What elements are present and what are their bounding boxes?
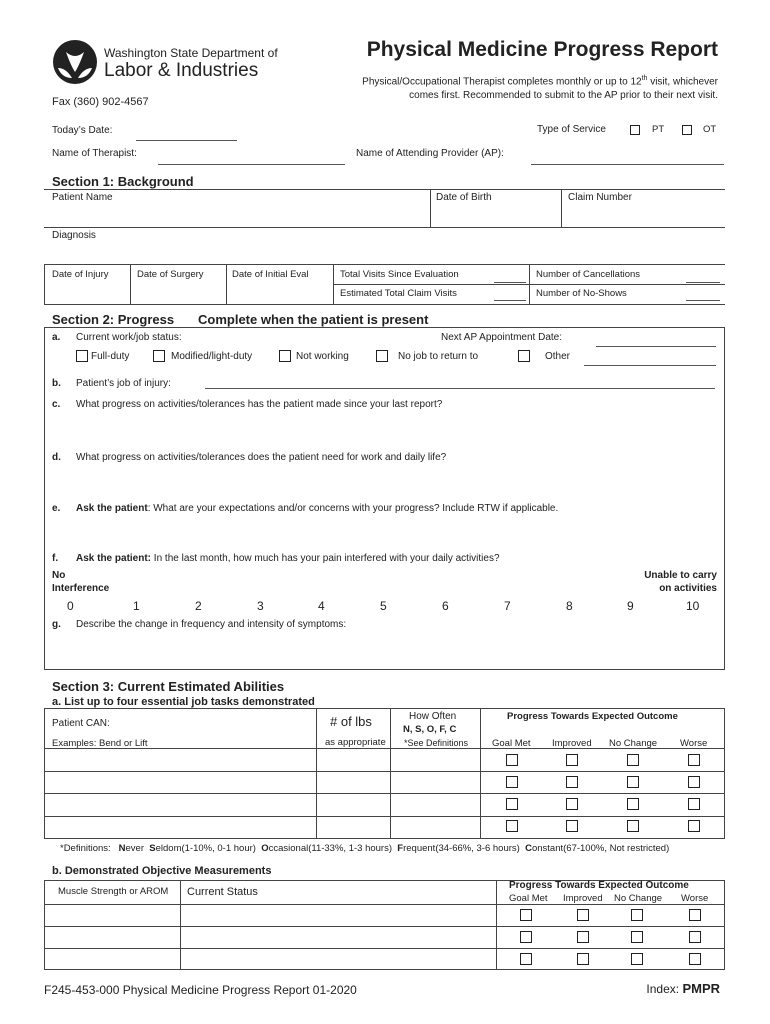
b-row1-no-change-checkbox[interactable] — [631, 909, 643, 921]
s1-rule-2 — [44, 227, 725, 228]
not-working-checkbox[interactable] — [279, 350, 291, 362]
b-row2-goal-met-checkbox[interactable] — [520, 931, 532, 943]
t3a-bottom — [44, 838, 725, 839]
no-interference-line2: Interference — [52, 583, 110, 594]
no-job-checkbox[interactable] — [376, 350, 388, 362]
therapist-label: Name of Therapist: — [52, 148, 137, 159]
section2-subtitle: Complete when the patient is present — [198, 312, 429, 327]
form-index: Index: PMPR — [646, 981, 720, 996]
todays-date-field[interactable] — [136, 140, 237, 141]
s1-rule-4 — [44, 304, 725, 305]
lbs-header: # of lbs — [330, 714, 372, 729]
t3a-v3 — [480, 708, 481, 838]
s1-vline-b — [561, 189, 562, 227]
row2-goal-met-checkbox[interactable] — [506, 776, 518, 788]
pain-scale-1[interactable]: 1 — [133, 599, 140, 613]
t3a-v4 — [724, 708, 725, 838]
t3a-v0 — [44, 708, 45, 838]
s1-vline-c — [44, 264, 45, 304]
item-g-question: Describe the change in frequency and intensity of symptoms: — [76, 619, 347, 630]
row4-no-change-checkbox[interactable] — [627, 820, 639, 832]
b-row3-improved-checkbox[interactable] — [577, 953, 589, 965]
agency-logo — [52, 38, 98, 86]
current-status-header: Current Status — [187, 886, 258, 898]
unable-line2: on activities — [659, 583, 717, 594]
agency-line1: Washington State Department of — [104, 46, 278, 60]
fax-number: Fax (360) 902-4567 — [52, 96, 149, 108]
date-of-injury-label: Date of Injury — [52, 269, 109, 280]
b-row1-worse-checkbox[interactable] — [689, 909, 701, 921]
item-g-letter: g. — [52, 619, 61, 630]
as-appropriate-hint: as appropriate — [325, 737, 386, 748]
unable-line1: Unable to carry — [644, 570, 717, 581]
next-ap-label: Next AP Appointment Date: — [441, 332, 563, 343]
progress-header-b: Progress Towards Expected Outcome — [509, 880, 689, 891]
no-interference-line1: No — [52, 570, 66, 581]
t3b-row1 — [44, 904, 725, 905]
how-often-header: How Often — [409, 711, 457, 722]
s1-rule-5 — [333, 284, 725, 285]
b-row1-goal-met-checkbox[interactable] — [520, 909, 532, 921]
item-c-question: What progress on activities/tolerances has the patient made since your last report? — [76, 399, 443, 410]
item-d-question: What progress on activities/tolerances does the patient need for work and daily life? — [76, 452, 447, 463]
other-label: Other — [545, 351, 571, 362]
full-duty-checkbox[interactable] — [76, 350, 88, 362]
row2-worse-checkbox[interactable] — [688, 776, 700, 788]
progress-header-a: Progress Towards Expected Outcome — [507, 711, 678, 722]
worse-header-a: Worse — [680, 738, 708, 749]
row2-no-change-checkbox[interactable] — [627, 776, 639, 788]
t3a-top — [44, 708, 725, 709]
estimated-visits-label: Estimated Total Claim Visits — [340, 288, 457, 299]
pain-scale-7[interactable]: 7 — [504, 599, 511, 613]
no-shows-label: Number of No-Shows — [536, 288, 627, 299]
next-ap-field[interactable] — [596, 346, 716, 347]
t3a-row3 — [44, 793, 725, 794]
worse-header-b: Worse — [681, 893, 709, 904]
pain-scale-2[interactable]: 2 — [195, 599, 202, 613]
row4-improved-checkbox[interactable] — [566, 820, 578, 832]
type-of-service-label: Type of Service — [537, 124, 606, 135]
dob-label: Date of Birth — [436, 192, 492, 203]
b-row2-improved-checkbox[interactable] — [577, 931, 589, 943]
cancellations-label: Number of Cancellations — [536, 269, 641, 280]
pain-scale-8[interactable]: 8 — [566, 599, 573, 613]
item-a-letter: a. — [52, 332, 61, 343]
row3-no-change-checkbox[interactable] — [627, 798, 639, 810]
claim-number-label: Claim Number — [568, 192, 632, 203]
row1-improved-checkbox[interactable] — [566, 754, 578, 766]
b-row3-no-change-checkbox[interactable] — [631, 953, 643, 965]
pain-scale-5[interactable]: 5 — [380, 599, 387, 613]
t3a-v2 — [390, 708, 391, 838]
t3a-row4 — [44, 816, 725, 817]
modified-duty-label: Modified/light-duty — [171, 351, 253, 362]
s1-vline-d — [130, 264, 131, 304]
instructions-line1: Physical/Occupational Therapist completes monthly or up to 12th visit, whichever — [362, 75, 718, 88]
row1-goal-met-checkbox[interactable] — [506, 754, 518, 766]
frequency-definitions: *Definitions: Never Seldom(1-10%, 0-1 hour) Occasional(11-33%, 1-3 hours) Frequent(34-66%, 3-6 hours) Constant(67-100%, Not restricted) — [60, 843, 670, 854]
examples-hint: Examples: Bend or Lift — [52, 738, 148, 749]
total-visits-label: Total Visits Since Evaluation — [340, 269, 459, 280]
s1-top-rule — [44, 189, 725, 190]
s1-rule-3 — [44, 264, 725, 265]
s1-vline-e — [226, 264, 227, 304]
row4-goal-met-checkbox[interactable] — [506, 820, 518, 832]
goal-met-header-b: Goal Met — [509, 893, 548, 904]
pain-scale-3[interactable]: 3 — [257, 599, 264, 613]
t3b-v3 — [724, 880, 725, 969]
other-checkbox[interactable] — [518, 350, 530, 362]
pain-scale-9[interactable]: 9 — [627, 599, 634, 613]
cancellations-field[interactable] — [686, 282, 720, 283]
item-b-letter: b. — [52, 378, 61, 389]
agency-logo-icon — [52, 38, 98, 86]
row3-improved-checkbox[interactable] — [566, 798, 578, 810]
pain-scale-4[interactable]: 4 — [318, 599, 325, 613]
total-visits-field[interactable] — [494, 282, 526, 283]
section1-title: Section 1: Background — [52, 174, 194, 189]
patient-can-header: Patient CAN: — [52, 718, 110, 729]
other-field[interactable] — [584, 365, 716, 366]
not-working-label: Not working — [296, 351, 349, 362]
see-definitions: *See Definitions — [404, 738, 469, 748]
item-e-question: Ask the patient: What are your expectations and/or concerns with your progress? Include RTW if applicable. — [76, 503, 559, 514]
job-of-injury-label: Patient’s job of injury: — [76, 378, 171, 389]
s1-vline-a — [430, 189, 431, 227]
t3a-v1 — [316, 708, 317, 838]
diagnosis-label: Diagnosis — [52, 230, 96, 241]
modified-duty-checkbox[interactable] — [153, 350, 165, 362]
b-row3-worse-checkbox[interactable] — [689, 953, 701, 965]
b-row1-improved-checkbox[interactable] — [577, 909, 589, 921]
row1-worse-checkbox[interactable] — [688, 754, 700, 766]
b-row2-no-change-checkbox[interactable] — [631, 931, 643, 943]
goal-met-header-a: Goal Met — [492, 738, 531, 749]
row3-goal-met-checkbox[interactable] — [506, 798, 518, 810]
no-change-header-b: No Change — [614, 893, 663, 904]
therapist-field[interactable] — [158, 164, 345, 165]
t3b-v2 — [496, 880, 497, 969]
t3b-v0 — [44, 880, 45, 969]
row2-improved-checkbox[interactable] — [566, 776, 578, 788]
no-shows-field[interactable] — [686, 300, 720, 301]
improved-header-a: Improved — [552, 738, 592, 749]
b-row2-worse-checkbox[interactable] — [689, 931, 701, 943]
todays-date-label: Today’s Date: — [52, 125, 113, 136]
pt-label: PT — [652, 124, 665, 135]
nsofc-header: N, S, O, F, C — [403, 724, 457, 735]
t3a-row2 — [44, 771, 725, 772]
item-f-letter: f. — [52, 553, 59, 564]
work-status-label: Current work/job status: — [76, 332, 182, 343]
no-job-label: No job to return to — [398, 351, 479, 362]
section3-title: Section 3: Current Estimated Abilities — [52, 679, 285, 694]
t3b-v1 — [180, 880, 181, 969]
full-duty-label: Full-duty — [91, 351, 130, 362]
attending-provider-label: Name of Attending Provider (AP): — [356, 148, 504, 159]
form-id: F245-453-000 Physical Medicine Progress Report 01-2020 — [44, 983, 357, 997]
item-d-letter: d. — [52, 452, 61, 463]
date-initial-eval-label: Date of Initial Eval — [232, 269, 309, 280]
section3a-title: a. List up to four essential job tasks demonstrated — [52, 696, 315, 708]
section2-title: Section 2: Progress — [52, 312, 175, 327]
job-of-injury-field[interactable] — [205, 388, 715, 389]
instructions-line2: comes first. Recommended to submit to the AP prior to their next visit. — [409, 90, 718, 101]
improved-header-b: Improved — [563, 893, 603, 904]
page-title: Physical Medicine Progress Report — [366, 38, 718, 61]
pain-scale-0[interactable]: 0 — [67, 599, 74, 613]
item-c-letter: c. — [52, 399, 61, 410]
ot-label: OT — [703, 124, 717, 135]
item-f-question: Ask the patient: In the last month, how much has your pain interfered with your daily activities? — [76, 553, 500, 564]
t3b-bottom — [44, 969, 725, 970]
patient-name-label: Patient Name — [52, 192, 113, 203]
item-e-letter: e. — [52, 503, 61, 514]
row1-no-change-checkbox[interactable] — [627, 754, 639, 766]
section3b-title: b. Demonstrated Objective Measurements — [52, 865, 272, 877]
attending-provider-field[interactable] — [531, 164, 724, 165]
row3-worse-checkbox[interactable] — [688, 798, 700, 810]
pain-scale-10[interactable]: 10 — [686, 599, 700, 613]
t3b-row3 — [44, 948, 725, 949]
muscle-strength-header: Muscle Strength or AROM — [58, 886, 169, 897]
no-change-header-a: No Change — [609, 738, 658, 749]
estimated-visits-field[interactable] — [494, 300, 526, 301]
pain-scale-6[interactable]: 6 — [442, 599, 449, 613]
ot-checkbox[interactable] — [682, 125, 692, 135]
row4-worse-checkbox[interactable] — [688, 820, 700, 832]
b-row3-goal-met-checkbox[interactable] — [520, 953, 532, 965]
date-of-surgery-label: Date of Surgery — [137, 269, 204, 280]
t3b-row2 — [44, 926, 725, 927]
agency-line2: Labor & Industries — [104, 60, 259, 81]
pt-checkbox[interactable] — [630, 125, 640, 135]
